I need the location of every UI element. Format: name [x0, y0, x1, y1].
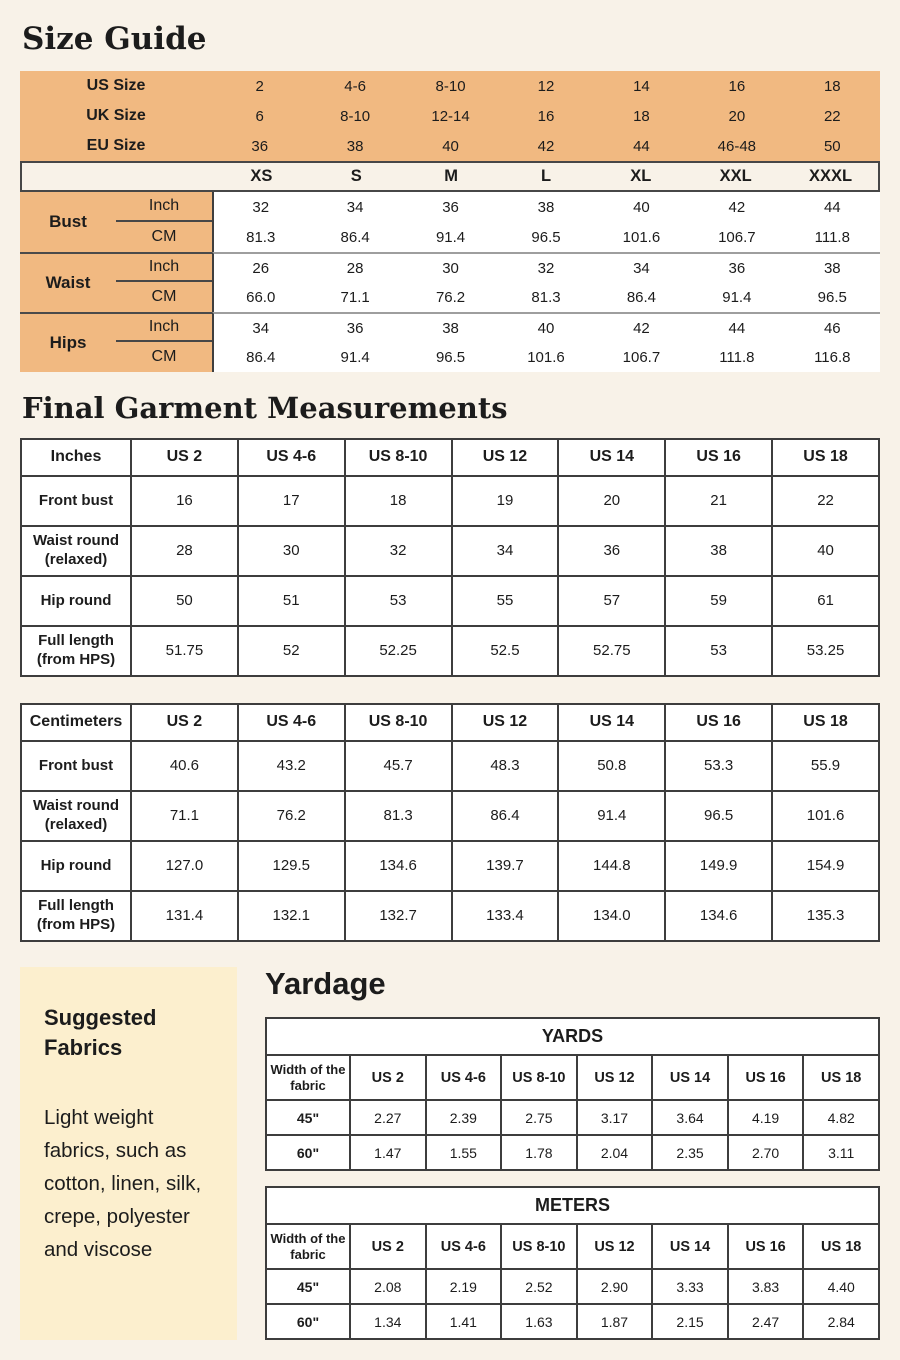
measurement-value: 55.9: [772, 741, 879, 791]
meters-table: [265, 1186, 880, 1340]
size-column-header: US 14: [652, 1224, 728, 1269]
yardage-value: 2.90: [577, 1269, 653, 1304]
bottom-section: [20, 967, 880, 1340]
yardage-value: 1.34: [350, 1304, 426, 1339]
inch-value: 38: [403, 312, 498, 342]
inch-value: 34: [594, 252, 689, 282]
inch-value: 38: [498, 192, 593, 222]
measurement-value: 101.6: [772, 791, 879, 841]
measurement-value: 53: [665, 626, 772, 676]
unit-label-inch: Inch: [116, 252, 212, 282]
measurement-value: 52.25: [345, 626, 452, 676]
measurement-value: 51: [238, 576, 345, 626]
page-title: Size Guide: [22, 21, 207, 57]
letter-size-label: L: [540, 167, 552, 186]
unit-label-cm: CM: [116, 222, 212, 252]
size-column-header: US 4-6: [238, 704, 345, 741]
size-value: 42: [537, 137, 555, 155]
letter-size-label: XXXL: [809, 167, 853, 186]
garment-measurements-title: Final Garment Measurements: [22, 391, 508, 426]
size-column-header: US 18: [803, 1055, 879, 1100]
inch-value: 36: [403, 192, 498, 222]
table-row: [21, 891, 879, 941]
yardage-value: 1.41: [426, 1304, 502, 1339]
body-measurements-table: [20, 192, 880, 372]
measurement-name-label: Hips: [20, 312, 116, 372]
cm-value: 106.7: [594, 342, 689, 372]
inch-value: 34: [212, 312, 307, 342]
inch-value: 42: [689, 192, 784, 222]
measurement-value: 53.3: [665, 741, 772, 791]
size-column-header: US 12: [452, 704, 559, 741]
measurement-value: 53.25: [772, 626, 879, 676]
table-row: [266, 1135, 879, 1170]
measurement-row-label: Front bust: [21, 741, 131, 791]
measurement-value: 28: [131, 526, 238, 576]
inch-value: 38: [785, 252, 880, 282]
measurement-value: 134.0: [558, 891, 665, 941]
size-column-header: US 8-10: [345, 704, 452, 741]
unit-label-cm: CM: [116, 342, 212, 372]
inch-value: 34: [307, 192, 402, 222]
measurement-value: 45.7: [345, 741, 452, 791]
measurement-value: 154.9: [772, 841, 879, 891]
cm-value: 81.3: [498, 282, 593, 312]
cm-value: 96.5: [498, 222, 593, 252]
cm-value: 91.4: [307, 342, 402, 372]
cm-value: 76.2: [403, 282, 498, 312]
size-value: 2: [255, 77, 264, 95]
size-column-header: US 2: [131, 704, 238, 741]
measurement-value: 17: [238, 476, 345, 526]
size-value: 22: [823, 107, 841, 125]
yardage-value: 2.15: [652, 1304, 728, 1339]
size-value: 46-48: [717, 137, 757, 155]
size-value: 8-10: [340, 107, 371, 125]
size-column-header: US 12: [452, 439, 559, 476]
measurement-value: 55: [452, 576, 559, 626]
size-value: 18: [633, 107, 650, 125]
measurement-value: 132.7: [345, 891, 452, 941]
measurement-row-label: Hip round: [21, 841, 131, 891]
measurement-value: 34: [452, 526, 559, 576]
cm-value: 101.6: [594, 222, 689, 252]
measurement-value: 40.6: [131, 741, 238, 791]
measurement-row-label: Full length (from HPS): [21, 626, 131, 676]
size-value: 14: [633, 77, 650, 95]
measurement-value: 135.3: [772, 891, 879, 941]
measurement-value: 51.75: [131, 626, 238, 676]
measurement-value: 132.1: [238, 891, 345, 941]
inch-value: 36: [307, 312, 402, 342]
measurement-value: 131.4: [131, 891, 238, 941]
yardage-value: 2.39: [426, 1100, 502, 1135]
table-row: [21, 841, 879, 891]
yardage-value: 1.87: [577, 1304, 653, 1339]
yardage-value: 2.52: [501, 1269, 577, 1304]
unit-caption: YARDS: [266, 1018, 879, 1055]
size-value: 12: [537, 77, 555, 95]
unit-label-inch: Inch: [116, 192, 212, 222]
yardage-title: Yardage: [265, 965, 386, 1001]
yardage-value: 4.19: [728, 1100, 804, 1135]
yardage-value: 1.78: [501, 1135, 577, 1170]
measurement-value: 76.2: [238, 791, 345, 841]
cm-value: 86.4: [307, 222, 402, 252]
size-value: 40: [442, 137, 459, 155]
header-row: [21, 704, 879, 741]
measurement-value: 59: [665, 576, 772, 626]
fabric-width-header: Width of the fabric: [266, 1224, 350, 1269]
yardage-value: 2.70: [728, 1135, 804, 1170]
measurement-value: 20: [558, 476, 665, 526]
yardage-value: 2.04: [577, 1135, 653, 1170]
unit-caption: METERS: [266, 1187, 879, 1224]
yardage-value: 2.27: [350, 1100, 426, 1135]
measurement-row-label: Waist round (relaxed): [21, 791, 131, 841]
yardage-value: 3.83: [728, 1269, 804, 1304]
unit-header: Centimeters: [21, 704, 131, 741]
size-value: 6: [255, 107, 264, 125]
header-row: [266, 1055, 879, 1100]
yardage-value: 2.84: [803, 1304, 879, 1339]
cm-value: 81.3: [212, 222, 307, 252]
letter-sizes-row: [20, 161, 880, 192]
intl-size-row: [20, 131, 880, 161]
intl-size-row: [20, 71, 880, 101]
international-sizes-table: [20, 71, 880, 161]
measurement-value: 52.5: [452, 626, 559, 676]
cm-value: 91.4: [403, 222, 498, 252]
measurement-group: [20, 312, 880, 372]
measurement-value: 134.6: [665, 891, 772, 941]
measurement-value: 139.7: [452, 841, 559, 891]
measurement-value: 50.8: [558, 741, 665, 791]
inch-value: 36: [689, 252, 784, 282]
cm-value: 111.8: [689, 342, 784, 372]
yardage-value: 3.64: [652, 1100, 728, 1135]
yardage-section: [265, 967, 880, 1340]
size-column-header: US 2: [350, 1055, 426, 1100]
measurement-value: 38: [665, 526, 772, 576]
table-row: [21, 576, 879, 626]
fabric-width-label: 45": [266, 1100, 350, 1135]
size-value: 16: [728, 77, 746, 95]
fabric-width-label: 60": [266, 1135, 350, 1170]
measurement-value: 57: [558, 576, 665, 626]
garment-centimeters-table: [20, 703, 880, 942]
letter-size-label: XXL: [719, 167, 752, 186]
measurement-value: 43.2: [238, 741, 345, 791]
yardage-value: 1.47: [350, 1135, 426, 1170]
measurement-value: 32: [345, 526, 452, 576]
size-column-header: US 16: [728, 1224, 804, 1269]
measurement-value: 16: [131, 476, 238, 526]
table-row: [21, 476, 879, 526]
cm-value: 71.1: [307, 282, 402, 312]
cm-value: 66.0: [212, 282, 307, 312]
size-column-header: US 12: [577, 1055, 653, 1100]
inch-value: 44: [689, 312, 784, 342]
size-value: 4-6: [344, 77, 366, 95]
measurement-value: 36: [558, 526, 665, 576]
measurement-value: 19: [452, 476, 559, 526]
fabrics-heading: Suggested Fabrics: [44, 1004, 157, 1060]
measurement-value: 96.5: [665, 791, 772, 841]
size-column-header: US 2: [350, 1224, 426, 1269]
unit-label-cm: CM: [116, 282, 212, 312]
inch-value: 44: [785, 192, 880, 222]
measurement-value: 22: [772, 476, 879, 526]
measurement-value: 144.8: [558, 841, 665, 891]
size-value: 18: [823, 77, 841, 95]
table-row: [266, 1100, 879, 1135]
table-row: [21, 741, 879, 791]
measurement-value: 134.6: [345, 841, 452, 891]
inch-value: 46: [785, 312, 880, 342]
yardage-value: 3.11: [803, 1135, 879, 1170]
size-value: 50: [823, 137, 841, 155]
garment-inches-table: [20, 438, 880, 677]
unit-caption-row: [266, 1018, 879, 1055]
suggested-fabrics-card: [20, 967, 237, 1340]
yardage-value: 3.33: [652, 1269, 728, 1304]
size-column-header: US 16: [665, 704, 772, 741]
size-column-header: US 14: [652, 1055, 728, 1100]
yards-table: [265, 1017, 880, 1171]
inch-value: 42: [594, 312, 689, 342]
measurement-value: 149.9: [665, 841, 772, 891]
size-value: 38: [346, 137, 364, 155]
measurement-value: 18: [345, 476, 452, 526]
size-value: 16: [537, 107, 555, 125]
inch-value: 32: [212, 192, 307, 222]
yardage-value: 2.08: [350, 1269, 426, 1304]
measurement-value: 21: [665, 476, 772, 526]
measurement-value: 61: [772, 576, 879, 626]
letter-size-label: M: [444, 167, 458, 186]
yardage-value: 2.19: [426, 1269, 502, 1304]
size-system-label: EU Size: [86, 137, 146, 155]
measurement-value: 71.1: [131, 791, 238, 841]
measurement-value: 133.4: [452, 891, 559, 941]
yardage-value: 2.75: [501, 1100, 577, 1135]
cm-value: 101.6: [498, 342, 593, 372]
size-column-header: US 16: [665, 439, 772, 476]
table-row: [21, 791, 879, 841]
measurement-name-label: Bust: [20, 192, 116, 252]
size-column-header: US 4-6: [426, 1224, 502, 1269]
measurement-value: 48.3: [452, 741, 559, 791]
cm-value: 96.5: [785, 282, 880, 312]
measurement-value: 50: [131, 576, 238, 626]
measurement-value: 53: [345, 576, 452, 626]
inch-value: 40: [594, 192, 689, 222]
measurement-row-label: Hip round: [21, 576, 131, 626]
measurement-value: 30: [238, 526, 345, 576]
unit-caption-row: [266, 1187, 879, 1224]
size-column-header: US 14: [558, 439, 665, 476]
size-value: 12-14: [431, 107, 470, 125]
yardage-value: 2.35: [652, 1135, 728, 1170]
fabric-width-header: Width of the fabric: [266, 1055, 350, 1100]
size-column-header: US 18: [772, 704, 879, 741]
table-row: [266, 1304, 879, 1339]
measurement-value: 52: [238, 626, 345, 676]
size-column-header: US 18: [803, 1224, 879, 1269]
size-column-header: US 8-10: [501, 1224, 577, 1269]
size-value: 8-10: [435, 77, 466, 95]
size-column-header: US 8-10: [501, 1055, 577, 1100]
size-value: 20: [728, 107, 746, 125]
fabrics-body-text: Light weight fabrics, such as cotton, linen, silk, crepe, polyester and viscose: [44, 1106, 202, 1261]
cm-value: 96.5: [403, 342, 498, 372]
measurement-row-label: Waist round (relaxed): [21, 526, 131, 576]
inch-value: 30: [403, 252, 498, 282]
measurement-value: 81.3: [345, 791, 452, 841]
inch-value: 28: [307, 252, 402, 282]
yardage-value: 1.55: [426, 1135, 502, 1170]
cm-value: 106.7: [689, 222, 784, 252]
size-system-label: UK Size: [86, 107, 146, 125]
cm-value: 86.4: [212, 342, 307, 372]
inch-value: 26: [212, 252, 307, 282]
cm-value: 91.4: [689, 282, 784, 312]
size-column-header: US 2: [131, 439, 238, 476]
header-row: [21, 439, 879, 476]
size-value: 36: [251, 137, 269, 155]
yardage-value: 4.82: [803, 1100, 879, 1135]
measurement-value: 127.0: [131, 841, 238, 891]
size-column-header: US 4-6: [426, 1055, 502, 1100]
measurement-group: [20, 192, 880, 252]
measurement-row-label: Front bust: [21, 476, 131, 526]
inch-value: 32: [498, 252, 593, 282]
measurement-value: 86.4: [452, 791, 559, 841]
table-row: [266, 1269, 879, 1304]
yardage-value: 3.17: [577, 1100, 653, 1135]
measurement-name-label: Waist: [20, 252, 116, 312]
measurement-value: 40: [772, 526, 879, 576]
measurement-value: 52.75: [558, 626, 665, 676]
unit-label-inch: Inch: [116, 312, 212, 342]
yardage-value: 4.40: [803, 1269, 879, 1304]
measurement-value: 91.4: [558, 791, 665, 841]
unit-header: Inches: [21, 439, 131, 476]
letter-size-label: XS: [250, 167, 273, 186]
size-system-label: US Size: [86, 77, 146, 95]
size-column-header: US 14: [558, 704, 665, 741]
measurement-value: 129.5: [238, 841, 345, 891]
yardage-value: 1.63: [501, 1304, 577, 1339]
fabric-width-label: 45": [266, 1269, 350, 1304]
yardage-value: 2.47: [728, 1304, 804, 1339]
size-column-header: US 12: [577, 1224, 653, 1269]
size-value: 44: [633, 137, 650, 155]
letter-size-label: S: [350, 167, 362, 186]
table-row: [21, 626, 879, 676]
intl-size-row: [20, 101, 880, 131]
table-row: [21, 526, 879, 576]
cm-value: 86.4: [594, 282, 689, 312]
size-column-header: US 4-6: [238, 439, 345, 476]
measurement-row-label: Full length (from HPS): [21, 891, 131, 941]
header-row: [266, 1224, 879, 1269]
cm-value: 116.8: [785, 342, 880, 372]
fabric-width-label: 60": [266, 1304, 350, 1339]
size-column-header: US 8-10: [345, 439, 452, 476]
letter-size-label: XL: [630, 167, 652, 186]
size-column-header: US 18: [772, 439, 879, 476]
inch-value: 40: [498, 312, 593, 342]
size-column-header: US 16: [728, 1055, 804, 1100]
cm-value: 111.8: [785, 222, 880, 252]
measurement-group: [20, 252, 880, 312]
